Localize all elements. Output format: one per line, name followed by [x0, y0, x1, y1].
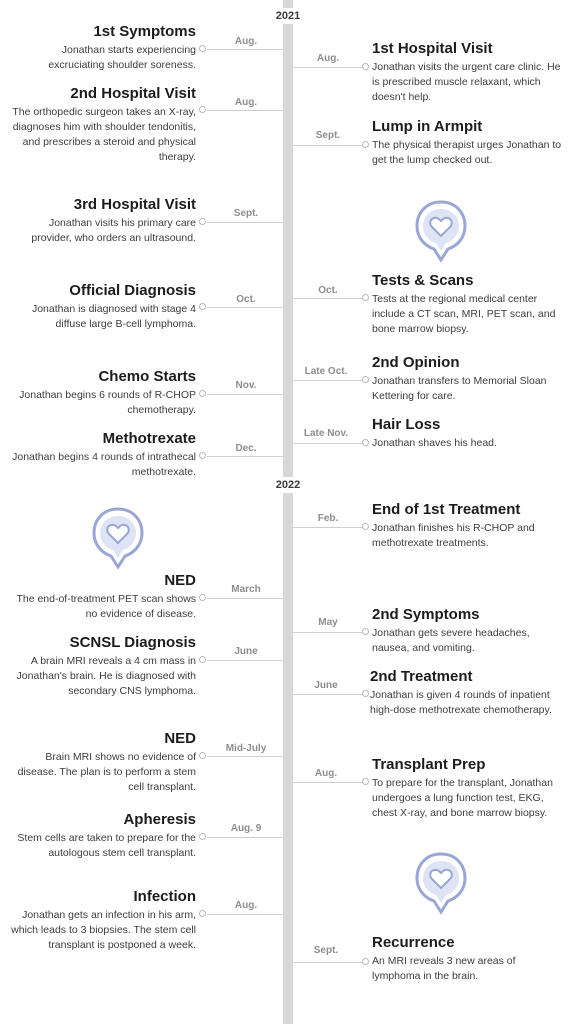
- timeline-event: [372, 501, 562, 551]
- timeline-event: [372, 354, 562, 404]
- event-month: May: [318, 617, 338, 628]
- event-title: 2nd Opinion: [372, 354, 460, 371]
- timeline-event: [372, 416, 562, 451]
- event-connector: [207, 837, 283, 838]
- event-month: Sept.: [315, 130, 341, 141]
- event-description: Jonathan is given 4 rounds of inpatient high-dose methotrexate chemotherapy.: [370, 689, 552, 716]
- timeline-event: [6, 572, 196, 622]
- event-description: Jonathan visits his primary care provider, who orders an ultrasound.: [31, 217, 196, 244]
- event-description: Brain MRI shows no evidence of disease. The plan is to perform a stem cell transplant.: [17, 751, 196, 793]
- event-description: Jonathan gets severe headaches, nausea, and vomiting.: [372, 627, 530, 654]
- event-description: Jonathan gets an infection in his arm, which leads to 3 biopsies. The stem cell transplant is postponed a week.: [11, 909, 196, 951]
- event-title: Transplant Prep: [372, 756, 486, 773]
- event-connector: [293, 782, 366, 783]
- event-connector: [293, 145, 366, 146]
- event-title: Chemo Starts: [98, 368, 196, 385]
- event-title: 2nd Hospital Visit: [70, 85, 196, 102]
- timeline-event: [372, 756, 562, 821]
- event-month: Aug.: [234, 97, 258, 108]
- event-connector: [207, 307, 283, 308]
- event-dot: [199, 45, 206, 52]
- event-description: The end-of-treatment PET scan shows no evidence of disease.: [16, 593, 196, 620]
- event-description: An MRI reveals 3 new areas of lymphoma in the brain.: [372, 955, 516, 982]
- event-title: NED: [164, 730, 196, 747]
- timeline-event: [6, 888, 196, 953]
- timeline-event: [372, 40, 562, 105]
- event-month: Aug. 9: [230, 823, 262, 834]
- event-connector: [293, 962, 366, 963]
- event-month: Nov.: [235, 380, 257, 391]
- event-dot: [362, 141, 369, 148]
- event-title: Methotrexate: [102, 430, 196, 447]
- event-title: Official Diagnosis: [69, 282, 196, 299]
- event-dot: [362, 778, 369, 785]
- event-dot: [199, 833, 206, 840]
- event-description: Stem cells are taken to prepare for the autologous stem cell transplant.: [17, 832, 196, 859]
- event-title: 2nd Symptoms: [372, 606, 480, 623]
- timeline-event: [6, 196, 196, 246]
- timeline-spine: [283, 0, 293, 1024]
- year-marker-2022: 2022: [262, 477, 314, 493]
- timeline-event: [6, 23, 196, 73]
- event-dot: [362, 628, 369, 635]
- event-month: Aug.: [314, 768, 338, 779]
- timeline-event: [372, 934, 562, 984]
- event-description: A brain MRI reveals a 4 cm mass in Jonathan's brain. He is diagnosed with secondary CNS lymphoma.: [16, 655, 196, 697]
- event-month: Late Oct.: [304, 366, 348, 377]
- event-title: Infection: [133, 888, 196, 905]
- event-dot: [199, 106, 206, 113]
- event-dot: [362, 294, 369, 301]
- event-month: Feb.: [317, 513, 339, 524]
- event-dot: [199, 390, 206, 397]
- timeline-event: [6, 282, 196, 332]
- event-dot: [199, 218, 206, 225]
- year-marker-2021: 2021: [262, 8, 314, 24]
- event-dot: [362, 63, 369, 70]
- event-title: Recurrence: [372, 934, 455, 951]
- event-dot: [362, 376, 369, 383]
- event-month: Aug.: [234, 36, 258, 47]
- event-title: 3rd Hospital Visit: [73, 196, 196, 213]
- event-month: Aug.: [316, 53, 340, 64]
- timeline-event: [370, 668, 560, 718]
- event-month: Dec.: [235, 443, 257, 454]
- event-title: Apheresis: [123, 811, 196, 828]
- event-title: 2nd Treatment: [370, 668, 473, 685]
- timeline-event: [6, 730, 196, 795]
- timeline-event: [6, 368, 196, 418]
- event-connector: [293, 67, 366, 68]
- timeline-event: [6, 811, 196, 861]
- event-dot: [199, 452, 206, 459]
- event-description: Jonathan finishes his R-CHOP and methotrexate treatments.: [372, 522, 535, 549]
- event-description: Jonathan shaves his head.: [372, 437, 497, 449]
- event-connector: [207, 222, 283, 223]
- event-month: Oct.: [236, 294, 256, 305]
- timeline-event: [6, 430, 196, 480]
- event-title: 1st Symptoms: [93, 23, 196, 40]
- event-description: Jonathan begins 6 rounds of R-CHOP chemotherapy.: [19, 389, 196, 416]
- event-description: To prepare for the transplant, Jonathan undergoes a lung function test, EKG, chest X-ray, and bone marrow biopsy.: [372, 777, 553, 819]
- event-connector: [207, 756, 283, 757]
- event-connector: [207, 598, 283, 599]
- event-connector: [207, 456, 283, 457]
- event-connector: [293, 298, 366, 299]
- event-description: Jonathan is diagnosed with stage 4 diffuse large B-cell lymphoma.: [31, 303, 196, 330]
- event-dot: [362, 523, 369, 530]
- event-description: Jonathan visits the urgent care clinic. He is prescribed muscle relaxant, which doesn't help.: [372, 61, 561, 103]
- event-description: The orthopedic surgeon takes an X-ray, diagnoses him with shoulder tendonitis, and prescribes a steroid and physical therapy.: [12, 106, 196, 163]
- event-dot: [362, 958, 369, 965]
- event-month: June: [234, 646, 258, 657]
- event-month: Aug.: [234, 900, 258, 911]
- event-month: Sept.: [313, 945, 339, 956]
- timeline-event: [6, 634, 196, 699]
- event-connector: [293, 443, 366, 444]
- timeline-event: [372, 606, 562, 656]
- event-dot: [199, 656, 206, 663]
- event-month: March: [231, 584, 261, 595]
- event-dot: [199, 303, 206, 310]
- event-title: End of 1st Treatment: [372, 501, 521, 518]
- event-connector: [293, 632, 366, 633]
- event-title: SCNSL Diagnosis: [69, 634, 196, 651]
- event-dot: [199, 752, 206, 759]
- event-description: Tests at the regional medical center include a CT scan, MRI, PET scan, and bone marrow biopsy.: [372, 293, 556, 335]
- event-month: June: [314, 680, 338, 691]
- event-title: Hair Loss: [372, 416, 441, 433]
- event-month: Late Nov.: [303, 428, 349, 439]
- timeline-event: [6, 85, 196, 165]
- event-month: Sept.: [233, 208, 259, 219]
- event-dot: [362, 690, 369, 697]
- event-connector: [207, 394, 283, 395]
- event-month: Oct.: [318, 285, 338, 296]
- event-connector: [293, 694, 366, 695]
- event-connector: [207, 49, 283, 50]
- event-title: Lump in Armpit: [372, 118, 483, 135]
- event-month: Mid-July: [225, 743, 267, 754]
- event-description: Jonathan begins 4 rounds of intrathecal methotrexate.: [12, 451, 196, 478]
- event-title: NED: [164, 572, 196, 589]
- timeline-event: [372, 118, 562, 168]
- heart-chat-logo-icon: [90, 505, 146, 571]
- event-dot: [199, 910, 206, 917]
- event-description: Jonathan transfers to Memorial Sloan Kettering for care.: [372, 375, 547, 402]
- event-title: 1st Hospital Visit: [372, 40, 493, 57]
- event-connector: [207, 110, 283, 111]
- heart-chat-logo-icon: [413, 198, 469, 264]
- event-dot: [362, 439, 369, 446]
- event-connector: [293, 380, 366, 381]
- event-title: Tests & Scans: [372, 272, 474, 289]
- event-description: The physical therapist urges Jonathan to get the lump checked out.: [372, 139, 562, 166]
- event-connector: [207, 914, 283, 915]
- event-connector: [293, 527, 366, 528]
- event-connector: [207, 660, 283, 661]
- event-description: Jonathan starts experiencing excruciating shoulder soreness.: [48, 44, 196, 71]
- event-dot: [199, 594, 206, 601]
- timeline-event: [372, 272, 562, 337]
- heart-chat-logo-icon: [413, 850, 469, 916]
